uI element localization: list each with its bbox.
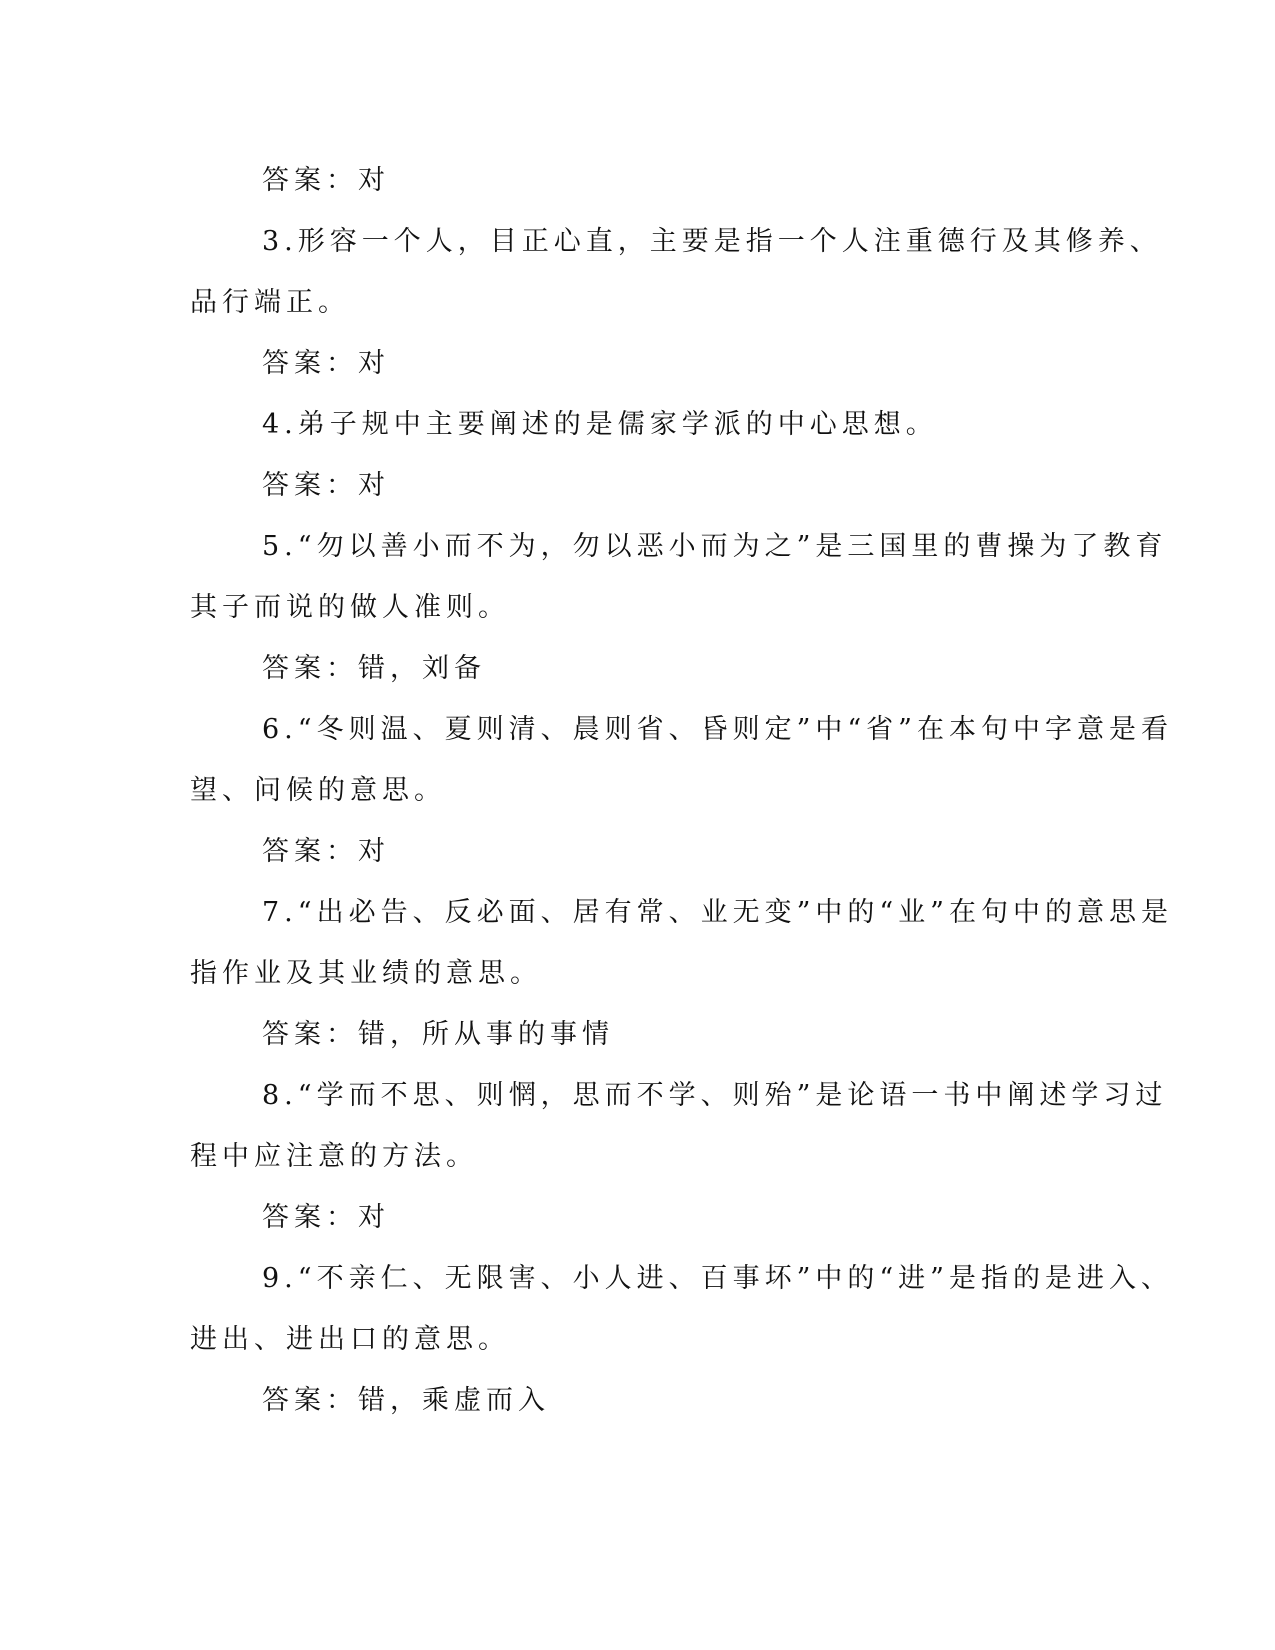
question-7-line-2: 指作业及其业绩的意思。 [190,958,542,989]
answer-9-line: 答案：错，乘虚而入 [262,1385,550,1416]
answer-4-line: 答案：对 [262,470,390,501]
answer-8-line: 答案：对 [262,1202,390,1233]
question-8-line-2: 程中应注意的方法。 [190,1141,478,1172]
answer-line: 答案：对 [262,165,390,196]
document-body [190,158,1173,1439]
question-3-line-2: 品行端正。 [190,287,350,318]
question-4-line-1: 4.弟子规中主要阐述的是儒家学派的中心思想。 [262,409,938,440]
answer-5-line: 答案：错，刘备 [262,653,486,684]
question-6-line-2: 望、问候的意思。 [190,775,446,806]
answer-6-line: 答案：对 [262,836,390,867]
question-3-line-1: 3.形容一个人，目正心直，主要是指一个人注重德行及其修养、 [262,226,1162,257]
question-8-line-1: 8.“学而不思、则惘，思而不学、则殆”是论语一书中阐述学习过 [262,1080,1168,1111]
answer-3-line: 答案：对 [262,348,390,379]
question-7-line-1: 7.“出必告、反必面、居有常、业无变”中的“业”在句中的意思是 [262,897,1173,928]
question-5-line-2: 其子而说的做人准则。 [190,592,510,623]
question-5-line-1: 5.“勿以善小而不为，勿以恶小而为之”是三国里的曹操为了教育 [262,531,1168,562]
question-9-line-1: 9.“不亲仁、无限害、小人进、百事坏”中的“进”是指的是进入、 [262,1263,1173,1294]
answer-7-line: 答案：错，所从事的事情 [262,1019,614,1050]
question-6-line-1: 6.“冬则温、夏则清、晨则省、昏则定”中“省”在本句中字意是看 [262,714,1173,745]
question-9-line-2: 进出、进出口的意思。 [190,1324,510,1355]
